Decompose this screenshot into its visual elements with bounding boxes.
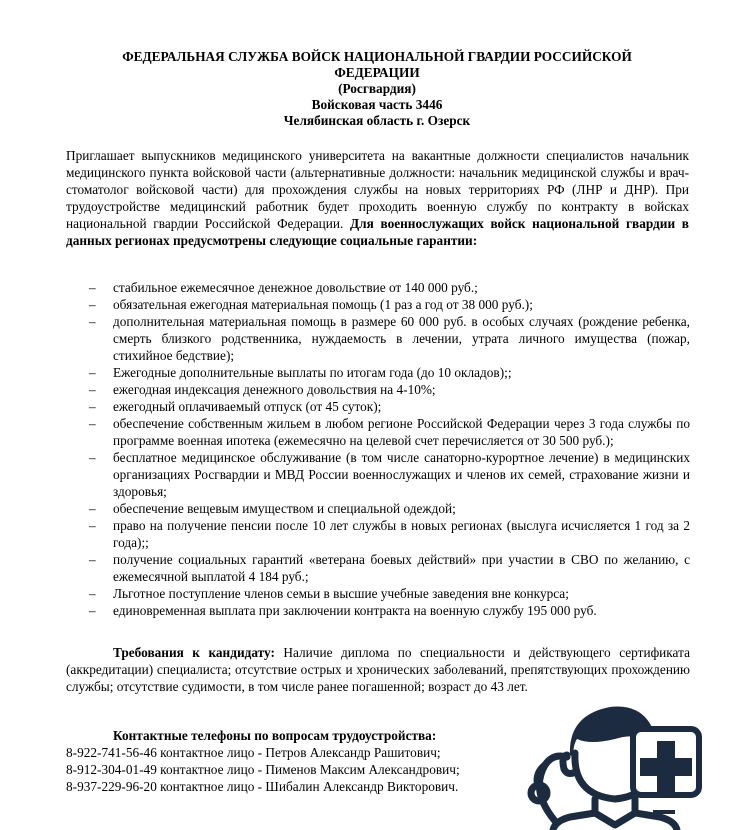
contact-line: 8-922-741-56-46 контактное лицо - Петров Александр Рашитович; [66,745,441,760]
list-item-text: обеспечение вещевым имуществом и специальной одеждой; [113,501,456,516]
list-item-text: обеспечение собственным жильем в любом регионе Российской Федерации через 3 года службы по программе военная ипотека (ежемесячно на целевой счет перечисляется от 30 500 руб.); [113,416,690,448]
bullet-dash: – [89,518,96,533]
list-item [66,585,690,602]
list-item-text: Ежегодные дополнительные выплаты по итогам года (до 10 окладов);; [113,365,512,380]
list-item-text: Льготное поступление членов семьи в высшие учебные заведения вне конкурса; [113,586,569,601]
header-location: Челябинская область г. Озерск [283,113,471,128]
list-item-text: единовременная выплата при заключении контракта на военную службу 195 000 руб. [113,603,597,618]
contact-line: 8-912-304-01-49 контактное лицо - Пименов Максим Александрович; [66,762,460,777]
bullet-dash: – [89,450,96,465]
list-item [66,551,690,585]
list-item-text: получение социальных гарантий «ветерана боевых действий» при участии в СВО по желанию, с ежемесячной выплатой 4 184 руб.; [113,552,690,584]
list-item [66,296,690,313]
list-item [66,398,690,415]
contact-line: 8-937-229-96-20 контактное лицо - Шибалин Александр Викторович. [66,779,459,794]
list-item [66,517,690,551]
benefits-list [66,279,690,619]
intro-bold-text: Для военнослужащих войск национальной гвардии в данных регионах предусмотрены следующие социальные гарантии: [66,215,689,248]
list-item [66,381,690,398]
requirements-paragraph [66,644,690,696]
doctor-icon [515,695,715,830]
list-item-text: ежегодная индексация денежного довольствия на 4-10%; [113,382,436,397]
bullet-dash: – [89,501,96,516]
bullet-dash: – [89,586,96,601]
contacts-list [66,744,460,795]
list-item [66,364,690,381]
bullet-dash: – [89,297,96,312]
bullet-dash: – [89,416,96,431]
list-item-text: ежегодный оплачиваемый отпуск (от 45 суток); [113,399,382,414]
bullet-dash: – [89,365,96,380]
list-item [66,602,690,619]
requirements-label: Требования к кандидату: [113,645,275,660]
contacts-title: Контактные телефоны по вопросам трудоустройства: [113,728,437,743]
list-item [66,313,690,364]
list-item [66,449,690,500]
header-unit: Войсковая часть 3446 [311,97,443,112]
list-item-text: дополнительная материальная помощь в размере 60 000 руб. в особых случаях (рождение ребенка, смерть близкого родственника, нуждаемость в лечении, утрата личного имущества (пожар, стихийное бедствие); [113,314,690,363]
intro-text: Приглашает выпускников медицинского университета на вакантные должности специалистов начальник медицинского пункта войсковой части (альтернативные должности: начальник медицинской службы и врач-стоматолог войсковой части) для прохождения службы на новых территориях РФ (ЛНР и ДНР). При трудоустройстве медицинский работник будет проходить военную службу по контракту в войсках национальной гвардии Российской Федерации. [66,148,689,231]
bullet-dash: – [89,314,96,329]
list-item-text: стабильное ежемесячное денежное довольствие от 140 000 руб.; [113,280,478,295]
list-item-text: право на получение пенсии после 10 лет службы в новых регионах (выслуга исчисляется 1 год за 2 года);; [113,518,690,550]
list-item-text: бесплатное медицинское обслуживание (в том числе санаторно-курортное лечение) в медицинских организациях Росгвардии и МВД России военнослужащих и членов их семей, страхование жизни и здоровья; [113,450,690,499]
bullet-dash: – [89,280,96,295]
list-item-text: обязательная ежегодная материальная помощь (1 раз а год от 38 000 руб.); [113,297,533,312]
header-org-line2: ФЕДЕРАЦИИ [334,65,420,80]
bullet-dash: – [89,603,96,618]
intro-paragraph [66,148,689,249]
header [66,49,688,129]
header-org-short: (Росгвардия) [338,81,416,96]
list-item [66,279,690,296]
list-item [66,500,690,517]
list-item [66,415,690,449]
requirements-text: Наличие диплома по специальности и действующего сертификата (аккредитации) специалиста; отсутствие острых и хронических заболеваний, препятствующих прохождению службы; отсутствие судимости, в том числе ранее погашенной; возраст до 43 лет. [66,645,690,695]
header-org-line1: ФЕДЕРАЛЬНАЯ СЛУЖБА ВОЙСК НАЦИОНАЛЬНОЙ ГВАРДИИ РОССИЙСКОЙ [122,49,632,64]
bullet-dash: – [89,399,96,414]
bullet-dash: – [89,382,96,397]
bullet-dash: – [89,552,96,567]
